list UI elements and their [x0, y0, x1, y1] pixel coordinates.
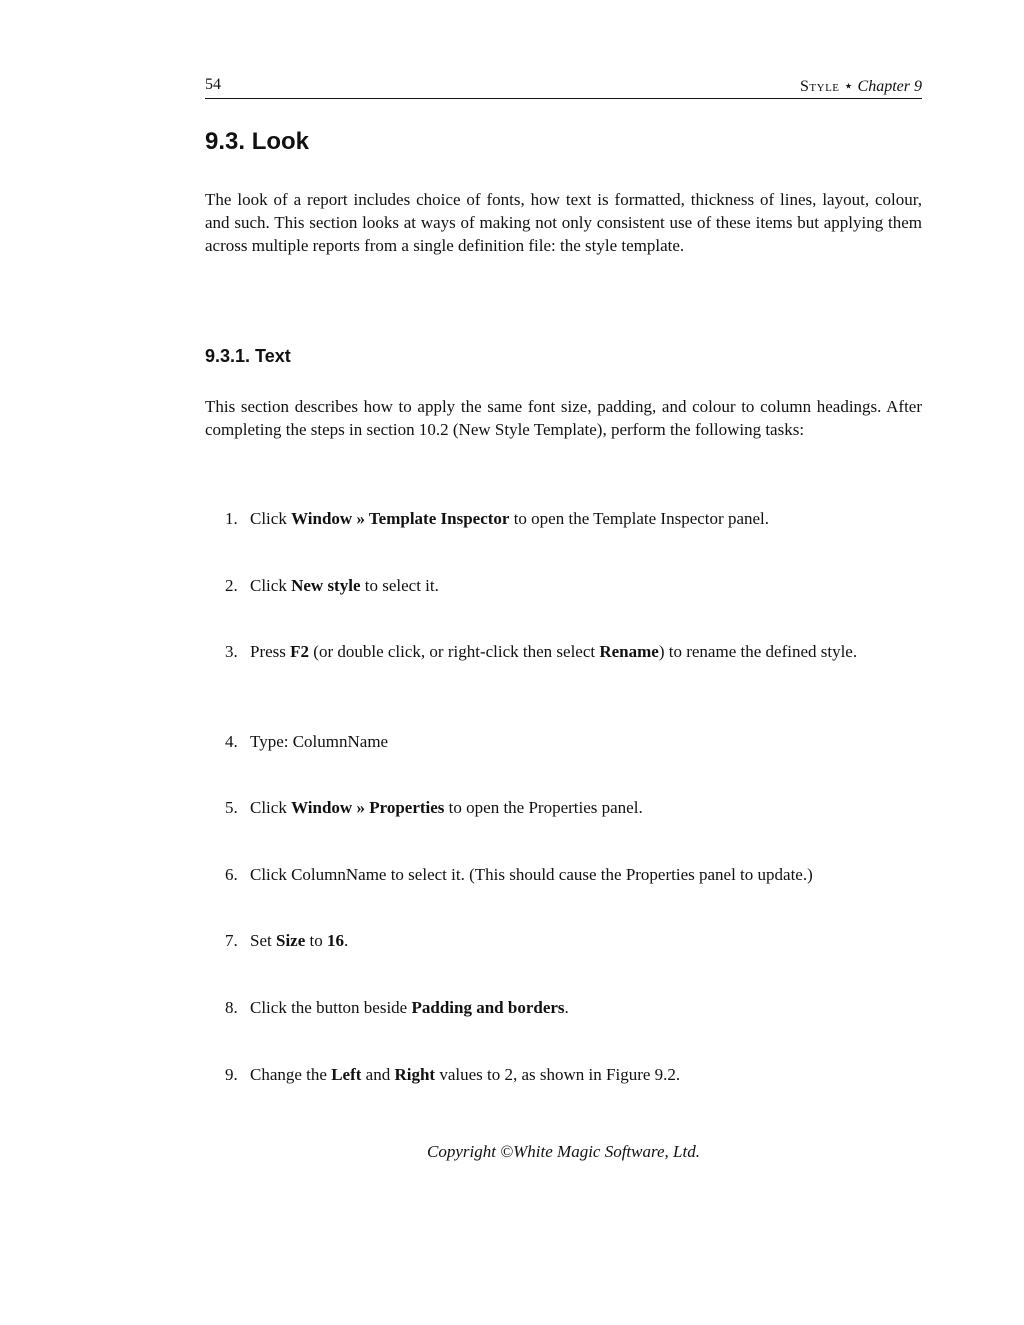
step-text-run: Click the button beside: [250, 998, 412, 1017]
chapter-label: [800, 76, 922, 96]
step-item: [205, 640, 922, 663]
step-text: [250, 507, 922, 530]
step-text-run: to open the Template Inspector panel.: [509, 509, 770, 528]
step-item: [205, 507, 922, 530]
step-number: 6.: [225, 865, 238, 884]
step-number: 5.: [225, 798, 238, 817]
step-text-run: values to 2, as shown in Figure 9.2.: [435, 1065, 681, 1084]
step-number: 3.: [225, 642, 238, 661]
step-text-run: ) to rename the defined style.: [658, 642, 858, 661]
step-emphasis: F2: [290, 642, 310, 661]
step-emphasis: Size: [275, 931, 306, 950]
step-emphasis: Padding and borders: [411, 998, 565, 1017]
step-item: [205, 796, 922, 819]
step-text: [250, 730, 922, 753]
step-text: [250, 640, 922, 663]
step-emphasis: Right: [394, 1065, 436, 1084]
section-title: 9.3. Look: [205, 128, 310, 155]
step-text-run: Change the: [250, 1065, 332, 1084]
step-item: [205, 929, 922, 952]
header-star: ⋆: [843, 78, 854, 95]
step-text-run: to open the Properties panel.: [444, 798, 643, 817]
step-text-run: to select it.: [360, 576, 439, 595]
step-emphasis: Left: [331, 1065, 362, 1084]
step-item: [205, 996, 922, 1019]
step-text: [250, 863, 922, 886]
step-text-run: Press: [250, 642, 291, 661]
step-text-run: and: [361, 1065, 395, 1084]
step-emphasis: Rename: [599, 642, 659, 661]
step-number: 4.: [225, 732, 238, 751]
step-number: 2.: [225, 576, 238, 595]
step-number: 7.: [225, 931, 238, 950]
step-emphasis: 16: [327, 931, 344, 950]
step-text-run: (or double click, or right-click then select: [309, 642, 600, 661]
step-text: [250, 929, 922, 952]
step-item: [205, 730, 922, 753]
subsection-title: 9.3.1. Text: [205, 346, 291, 366]
step-number: 8.: [225, 998, 238, 1017]
step-emphasis: New style: [291, 576, 361, 595]
step-number: 9.: [225, 1065, 238, 1084]
page-number: 54: [205, 76, 221, 93]
header-chapter: Chapter 9: [857, 78, 922, 95]
step-text-run: Click: [250, 509, 292, 528]
step-text: [250, 1063, 922, 1086]
document-page: [205, 0, 922, 1325]
step-text: [250, 796, 922, 819]
step-text-run: .: [564, 998, 569, 1017]
step-item: [205, 1063, 922, 1086]
subsection-paragraph: This section describes how to apply the same font size, padding, and colour to column headings. After completing the steps in section 10.2 (New Style Template), perform the following tasks:: [205, 397, 922, 439]
step-text-run: .: [344, 931, 349, 950]
step-text-run: Click ColumnName to select it. (This should cause the Properties panel to update.): [250, 865, 813, 884]
step-number: 1.: [225, 509, 238, 528]
running-header: [205, 76, 922, 99]
step-text-run: to: [305, 931, 327, 950]
step-text-run: Set: [250, 931, 276, 950]
step-text-run: Click: [250, 798, 292, 817]
copyright-footer: Copyright ©White Magic Software, Ltd.: [427, 1142, 700, 1161]
step-text-run: Type: ColumnName: [250, 732, 389, 751]
header-style-word: Style: [800, 78, 840, 95]
step-item: [205, 863, 922, 886]
step-emphasis: Window » Template Inspector: [291, 509, 510, 528]
step-emphasis: Window » Properties: [291, 798, 445, 817]
step-item: [205, 574, 922, 597]
section-paragraph: The look of a report includes choice of fonts, how text is formatted, thickness of lines, layout, colour, and such. This section looks at ways of making not only consistent use of these items but applying them across multiple reports from a single definition file: the style template.: [205, 190, 922, 255]
step-text: [250, 574, 922, 597]
step-text-run: Click: [250, 576, 292, 595]
step-text: [250, 996, 922, 1019]
